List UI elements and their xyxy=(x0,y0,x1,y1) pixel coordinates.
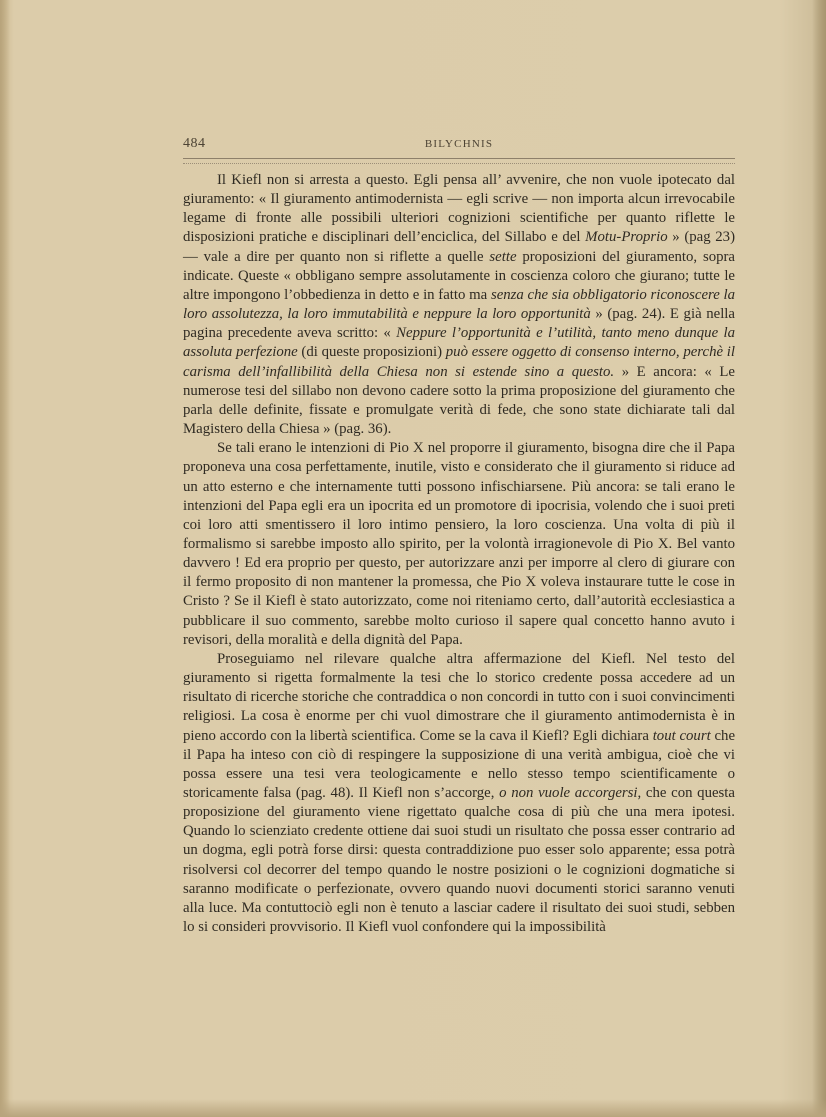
text-run: Il Kiefl non si arresta a questo. Egli pensa all’ avvenire, che non vuole ipotecato dal giuramento: « Il giuramento antimodernista — egli scrive — non importa alcun irrevocabile legame di fronte alle possibili ulteriori cognizioni scientifiche per quanto riflette le disposizioni pratiche e disciplinari dell’enciclica, del Sillabo e del xyxy=(183,172,735,246)
body-text xyxy=(183,171,735,937)
paragraph-3 xyxy=(183,650,735,937)
running-title: BILYCHNIS xyxy=(424,138,494,150)
text-run: Proseguiamo nel rilevare qualche altra affermazione del Kiefl. Nel testo del giuramento si rigetta formalmente la tesi che lo storico credente possa accedere ad un risultato di ricerche storiche che contraddica o non concordi in tutto con i suoi convincimenti religiosi. La cosa è enorme per chi vuol dimostrare che il giuramento antimodernista è in pieno accordo con la libertà scientifica. Come se la cava il Kiefl? Egli dichiara xyxy=(183,650,735,744)
text-run: » (pag. 24). E già nella pagina precedente aveva scritto: « xyxy=(183,306,735,342)
text-run: che il Papa ha inteso con ciò di respingere la supposizione di una verità ambigua, cioè che vi possa essere una tesi vera teologicamente e nello stesso tempo scientificamente o storicamente falsa (pag. 48). Il Kiefl non s’accorge, xyxy=(183,727,736,801)
italic-run: sette xyxy=(489,248,517,265)
text-run: , che con questa proposizione del giuramento viene rigettato qualche cosa di più che una mera ipotesi. Quando lo scienziato credente ottiene dai suoi studi un risultato che possa esser contrario ad un dogma, egli potrà forse dirsi: questa contraddizione puo esser solo apparente; essa potrà risolversi col decorrer del tempo quando le nostre posizioni o le cognizioni dogmatiche si saranno modificate o perfezionate, ovvero quando nuovi documenti storici saranno venuti alla luce. Ma contuttociò egli non è tenuto a lasciar cadere il risultato dei suoi studi, sebben lo si consideri provvisorio. Il Kiefl vuol confondere qui la impossibilità xyxy=(183,785,735,936)
header-rule xyxy=(183,158,735,159)
text-run: » (pag 23) — vale a dire per quanto non si riflette a quelle xyxy=(183,229,735,265)
italic-run: Motu-Proprio xyxy=(585,229,668,246)
page-edge-bottom xyxy=(0,1099,826,1117)
text-run: » E ancora: « Le numerose tesi del sillabo non devono cadere sotto la prima proposizione del giuramento che parla delle definite, fissate e promulgate verità di fede, che sono state dichiarate tali dal Magistero della Chiesa » (pag. 36). xyxy=(183,363,735,438)
paragraph-1 xyxy=(183,171,735,439)
page-edge-right xyxy=(812,0,826,1117)
page-number: 484 xyxy=(183,136,206,151)
text-run: (di queste proposizioni) xyxy=(297,344,446,361)
text-run: Se tali erano le intenzioni di Pio X nel proporre il giuramento, bisogna dire che il Papa proponeva una cosa perfettamente, inutile, visto e considerato che il giuramento si riduce ad un atto esterno e che internamente tutti possono infischiarsene. Più ancora: se tali erano le intenzioni del Papa egli era un ipocrita ed un promotore di ipocrisia, volendo che i suoi preti coi loro atti smentissero il loro intimo pensiero, la loro coscienza. Una volta di più il formalismo si sarebbe imposto allo spirito, per la volontà irragionevole di Pio X. Bel vanto davvero ! Ed era proprio per questo, per autorizzare anzi per imporre al clero di giurare con il fermo proposito di non mantener la promessa, che Pio X voleva instaurare tutte le cose in Cristo ? Se il Kiefl è stato autorizzato, come noi riteniamo certo, dall’autorità ecclesiastica a pubblicare il suo commento, sarebbe molto curioso il sapere qual concetto hanno avuto i revisori, della moralità e della dignità del Papa. xyxy=(183,440,735,648)
binding-shadow xyxy=(0,0,10,1117)
header-rule-dotted xyxy=(183,163,735,164)
italic-run: tout court xyxy=(652,727,711,744)
italic-run: può essere oggetto di consenso interno, perchè il carisma dell’infallibilità della Chiesa non si estende sino a questo. xyxy=(183,344,735,380)
text-run: proposizioni del giuramento, sopra indicate. Queste « obbligano sempre assolutamente in coscienza coloro che giurano; tutte le altre impongono l’obbedienza in detto e in fatto ma xyxy=(183,248,735,303)
page-header xyxy=(183,134,735,158)
italic-run: Neppure l’opportunità e l’utilità, tanto meno dunque la assoluta perfezione xyxy=(183,325,735,361)
paragraph-2 xyxy=(183,439,735,650)
italic-run: o non vuole accorgersi xyxy=(499,785,638,801)
italic-run: senza che sia obbligatorio riconoscere la loro assolutezza, la loro immutabilità e neppure la loro opportunità xyxy=(183,286,736,323)
